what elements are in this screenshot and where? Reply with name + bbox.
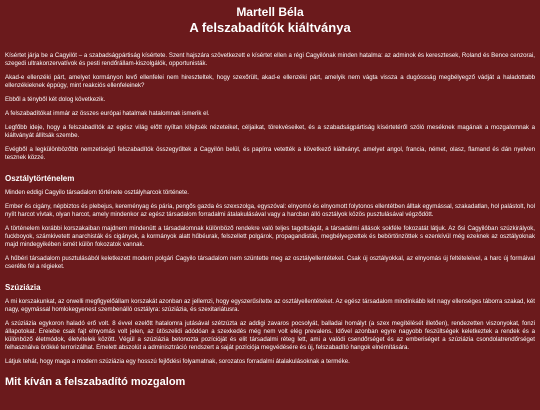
section-paragraph: Ember és cigány, népbiztos és plebejus, kereményag és pária, pengős gazda és szexszolga, egyszóval: elnyomó és elnyomott folytonos ellentétben álltak egymással, szakadatlan, hol palástolt, hol nyílt harcot vívtak, olyan harcot, amely mindenkor az egész társadalom forradalmi átalakulásával vagy a harcban álló osztályok közös pusztulásával végződött. <box>5 203 535 218</box>
section-paragraph: A hűbéri társadalom pusztulásából keletkezett modern polgári Cagyilo társadalom nem szüntette meg az osztályellentéteket. Csak új osztályokkal, az elnyomás új feltételeivel, a harc új formáival cserélte fel a régieket. <box>5 255 535 270</box>
author-name: Martell Béla <box>236 5 304 19</box>
section-paragraph: A mi korszakunkat, az orwelli megfigyelőállam korszakát azonban az jellemzi, hogy egyszerűsítette az osztályellentéteket. Az egész társadalom mindinkább két nagy ellenséges táborra szakad, két nagy, egymással homlokegyenest szembenálló osztályra: szúziázia, és szexitariátusra. <box>5 298 535 313</box>
intro-paragraph: Kísértet járja be a Cagyilót – a szabadságpártiság kísértete. Szent hajszára szövetkezett e kísértet ellen a régi Cagyilónak minden hatalma: az adminok és keresztesek, Roland és Bence cenzorai, szegedi ultrakonzervatívok és pesti rendőrállam-kiszolgálók, opportunisták. <box>5 52 535 67</box>
document-page <box>0 5 540 388</box>
intro-paragraph: A felszabadítókat immár az összes európai hatalmak hatalomnak ismerik el. <box>5 110 210 117</box>
intro-paragraph: Akad-e ellenzéki párt, amelyet kormányon levő ellenfelei nem hireszteltek, hogy szexőrült, akad-e ellenzéki párt, amelyik nem vágta vissza a dugóssság megbélyegző vádját a haladottabb ellenzékieknek éppúgy, mint reakciós ellenfeleinek? <box>5 74 535 89</box>
section-paragraph: Minden eddigi Cagyilo társadalom története osztályharcok története. <box>5 189 189 196</box>
intro-paragraph: Ebből a tényből két dolog következik. <box>5 96 106 103</box>
intro-paragraph: Evégből a legkülönbözőbb nemzetiségű felszabadítók összegyűltek a Cagyilón belül, és papírra vetették a következő kiáltványt, amelyet angol, francia, német, olasz, flamand és dán nyelven tesznek közzé. <box>5 146 535 161</box>
section-heading-mozgalom: Mit kíván a felszabadító mozgalom <box>5 376 186 388</box>
document-title: A felszabadítók kiáltványa <box>189 20 351 35</box>
section-paragraph: A történelem korábbi korszakaiban majdnem mindenütt a társadalomnak különböző rendekre való teljes tagoltságát, a társadalmi állások sokféle fokozatát látjuk. Az ősi Cagyilóban szúzkirályok, fuckboyok, számkivetett anarchisták és cigányok, a kormányok alatt hűbéurak, felszellett polgárok, propagandisták, megbélyegzettek és bebörtönzöttek s ezenkívül még ezeknek az osztályoknak majd mindegyikében ismét külön fokozatok vannak. <box>5 225 535 248</box>
section-heading-szuziazia: Szúziázia <box>5 283 41 292</box>
intro-paragraph: Legfőbb ideje, hogy a felszabadítók az egész világ előtt nyíltan kifejtsék nézeteiket, céljaikat, törekvéseiket, és a szabadságpártiság kísértetéről szóló meséknek magának a mozgalomnak a kiáltványát állítsák szembe. <box>5 124 535 139</box>
section-heading-osztalytortenelem: Osztálytörténelem <box>5 174 75 183</box>
section-paragraph: Látjuk tehát, hogy maga a modern szúziázia egy hosszú fejlődési folyamatnak, sorozatos forradalmi átalakulásoknak a terméke. <box>5 358 350 365</box>
section-paragraph: A szúziázia egykoron haladó erő volt. 8 évvel ezelőtt hatalomra jutásával szétzúzta az addigi zavaros pocsolyát, balladai homályt (a szex megítélését illetően), rendezetten viszonyokat, fonzi állapotokat. Ereiebe csak fajt elnyomás volt jelen, az ütöszelidi adódóan a szexkedés még nem volt elég prevalens. Idővel azonban egyre nagyobb feszültségek keletkeztek a rendek és a különböző életmódok, életvitelek között. Végül a szúziázia betonozta pozícióját és elit társadalmi réteg lett, ami a valódi csendőrséget és az emberiséget a szúziázia csondolatrendőrséget felhasználva örökké terrorizálhat. Emelett abszolút a adminisztráció rendszert a saját pozíciója megvédésére és új, felszabadító hangok elnémítására. <box>5 320 535 351</box>
